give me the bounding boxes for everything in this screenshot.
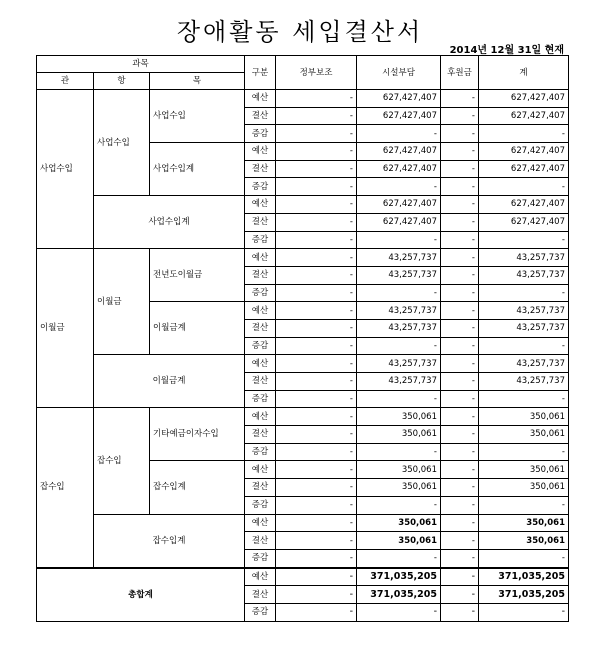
sponsor-cell: - bbox=[441, 479, 479, 497]
facility-cell: - bbox=[357, 125, 441, 143]
facility-cell: 43,257,737 bbox=[357, 355, 441, 373]
mok-cell: 이월금계 bbox=[150, 302, 245, 355]
gov-cell: - bbox=[276, 160, 357, 178]
sponsor-cell: - bbox=[441, 443, 479, 461]
facility-cell: 350,061 bbox=[357, 479, 441, 497]
facility-cell: 43,257,737 bbox=[357, 249, 441, 267]
sponsor-cell: - bbox=[441, 143, 479, 161]
total-cell: 627,427,407 bbox=[479, 213, 569, 231]
total-cell: 43,257,737 bbox=[479, 355, 569, 373]
facility-cell: 627,427,407 bbox=[357, 143, 441, 161]
total-cell: - bbox=[479, 603, 569, 621]
div-cell: 예산 bbox=[245, 249, 276, 267]
facility-cell: 371,035,205 bbox=[357, 586, 441, 604]
header-sponsor: 후원금 bbox=[441, 56, 479, 90]
div-cell: 증감 bbox=[245, 284, 276, 302]
sponsor-cell: - bbox=[441, 390, 479, 408]
header-gwan: 관 bbox=[37, 73, 94, 90]
div-cell: 예산 bbox=[245, 143, 276, 161]
div-cell: 증감 bbox=[245, 443, 276, 461]
gov-cell: - bbox=[276, 302, 357, 320]
div-cell: 예산 bbox=[245, 355, 276, 373]
div-cell: 증감 bbox=[245, 603, 276, 621]
gov-cell: - bbox=[276, 373, 357, 391]
facility-cell: 43,257,737 bbox=[357, 319, 441, 337]
gov-cell: - bbox=[276, 568, 357, 586]
subtotal-cell: 사업수입계 bbox=[94, 196, 245, 249]
facility-cell: 350,061 bbox=[357, 532, 441, 550]
subtotal-cell: 잡수입계 bbox=[94, 514, 245, 568]
gov-cell: - bbox=[276, 213, 357, 231]
gov-cell: - bbox=[276, 586, 357, 604]
sponsor-cell: - bbox=[441, 514, 479, 532]
div-cell: 결산 bbox=[245, 160, 276, 178]
sponsor-cell: - bbox=[441, 196, 479, 214]
sponsor-cell: - bbox=[441, 231, 479, 249]
gov-cell: - bbox=[276, 479, 357, 497]
gov-cell: - bbox=[276, 319, 357, 337]
total-cell: 350,061 bbox=[479, 408, 569, 426]
gwan-cell: 이월금 bbox=[37, 249, 94, 408]
facility-cell: 350,061 bbox=[357, 461, 441, 479]
total-cell: 627,427,407 bbox=[479, 107, 569, 125]
hang-cell: 잡수입 bbox=[94, 408, 150, 514]
header-gov: 정부보조 bbox=[276, 56, 357, 90]
mok-cell: 사업수입계 bbox=[150, 143, 245, 196]
total-cell: 350,061 bbox=[479, 479, 569, 497]
sponsor-cell: - bbox=[441, 107, 479, 125]
facility-cell: - bbox=[357, 603, 441, 621]
sponsor-cell: - bbox=[441, 568, 479, 586]
facility-cell: 43,257,737 bbox=[357, 373, 441, 391]
facility-cell: - bbox=[357, 390, 441, 408]
div-cell: 결산 bbox=[245, 586, 276, 604]
total-cell: 43,257,737 bbox=[479, 249, 569, 267]
div-cell: 결산 bbox=[245, 213, 276, 231]
total-cell: 627,427,407 bbox=[479, 160, 569, 178]
total-cell: - bbox=[479, 125, 569, 143]
div-cell: 예산 bbox=[245, 568, 276, 586]
facility-cell: - bbox=[357, 231, 441, 249]
total-cell: 43,257,737 bbox=[479, 373, 569, 391]
div-cell: 결산 bbox=[245, 107, 276, 125]
div-cell: 증감 bbox=[245, 231, 276, 249]
table-row bbox=[37, 514, 569, 532]
div-cell: 증감 bbox=[245, 337, 276, 355]
gov-cell: - bbox=[276, 549, 357, 567]
sponsor-cell: - bbox=[441, 337, 479, 355]
gov-cell: - bbox=[276, 514, 357, 532]
div-cell: 예산 bbox=[245, 514, 276, 532]
mok-cell: 기타예금이자수입 bbox=[150, 408, 245, 461]
sponsor-cell: - bbox=[441, 532, 479, 550]
div-cell: 예산 bbox=[245, 302, 276, 320]
sponsor-cell: - bbox=[441, 549, 479, 567]
total-cell: 371,035,205 bbox=[479, 586, 569, 604]
div-cell: 결산 bbox=[245, 479, 276, 497]
gov-cell: - bbox=[276, 178, 357, 196]
div-cell: 결산 bbox=[245, 426, 276, 444]
total-cell: - bbox=[479, 390, 569, 408]
div-cell: 증감 bbox=[245, 496, 276, 514]
table-row bbox=[37, 249, 569, 267]
facility-cell: 371,035,205 bbox=[357, 568, 441, 586]
sponsor-cell: - bbox=[441, 213, 479, 231]
facility-cell: 350,061 bbox=[357, 514, 441, 532]
gov-cell: - bbox=[276, 461, 357, 479]
total-cell: 627,427,407 bbox=[479, 90, 569, 108]
header-hang: 항 bbox=[94, 73, 150, 90]
total-cell: 43,257,737 bbox=[479, 302, 569, 320]
hang-cell: 이월금 bbox=[94, 249, 150, 355]
facility-cell: 627,427,407 bbox=[357, 160, 441, 178]
div-cell: 예산 bbox=[245, 461, 276, 479]
div-cell: 결산 bbox=[245, 319, 276, 337]
gov-cell: - bbox=[276, 603, 357, 621]
facility-cell: - bbox=[357, 496, 441, 514]
total-cell: 43,257,737 bbox=[479, 319, 569, 337]
div-cell: 증감 bbox=[245, 390, 276, 408]
sponsor-cell: - bbox=[441, 586, 479, 604]
gov-cell: - bbox=[276, 249, 357, 267]
header-category: 과목 bbox=[37, 56, 245, 73]
facility-cell: 350,061 bbox=[357, 426, 441, 444]
gov-cell: - bbox=[276, 355, 357, 373]
table-row bbox=[37, 568, 569, 586]
facility-cell: 627,427,407 bbox=[357, 196, 441, 214]
gov-cell: - bbox=[276, 532, 357, 550]
table-row bbox=[37, 90, 569, 108]
facility-cell: - bbox=[357, 443, 441, 461]
sponsor-cell: - bbox=[441, 160, 479, 178]
settlement-table bbox=[36, 55, 569, 622]
gov-cell: - bbox=[276, 90, 357, 108]
total-cell: 350,061 bbox=[479, 532, 569, 550]
gov-cell: - bbox=[276, 408, 357, 426]
facility-cell: - bbox=[357, 178, 441, 196]
div-cell: 결산 bbox=[245, 532, 276, 550]
div-cell: 예산 bbox=[245, 408, 276, 426]
total-cell: - bbox=[479, 231, 569, 249]
total-cell: - bbox=[479, 496, 569, 514]
sponsor-cell: - bbox=[441, 603, 479, 621]
sponsor-cell: - bbox=[441, 302, 479, 320]
div-cell: 증감 bbox=[245, 549, 276, 567]
div-cell: 결산 bbox=[245, 373, 276, 391]
total-cell: - bbox=[479, 337, 569, 355]
div-cell: 증감 bbox=[245, 178, 276, 196]
total-cell: - bbox=[479, 284, 569, 302]
gov-cell: - bbox=[276, 284, 357, 302]
gwan-cell: 사업수입 bbox=[37, 90, 94, 249]
document-title: 장애활동 세입결산서 bbox=[176, 18, 424, 46]
facility-cell: 627,427,407 bbox=[357, 213, 441, 231]
sponsor-cell: - bbox=[441, 496, 479, 514]
header-facility: 시설부담 bbox=[357, 56, 441, 90]
sponsor-cell: - bbox=[441, 284, 479, 302]
header-gubun: 구분 bbox=[245, 56, 276, 90]
report-date: 2014년 12월 31일 현재 bbox=[449, 45, 564, 56]
sponsor-cell: - bbox=[441, 373, 479, 391]
gov-cell: - bbox=[276, 496, 357, 514]
gov-cell: - bbox=[276, 107, 357, 125]
gov-cell: - bbox=[276, 266, 357, 284]
sponsor-cell: - bbox=[441, 266, 479, 284]
gov-cell: - bbox=[276, 196, 357, 214]
sponsor-cell: - bbox=[441, 408, 479, 426]
table-row bbox=[37, 408, 569, 426]
total-cell: 350,061 bbox=[479, 514, 569, 532]
sponsor-cell: - bbox=[441, 426, 479, 444]
sponsor-cell: - bbox=[441, 125, 479, 143]
mok-cell: 사업수입 bbox=[150, 90, 245, 143]
sponsor-cell: - bbox=[441, 90, 479, 108]
gwan-cell: 잡수입 bbox=[37, 408, 94, 568]
facility-cell: - bbox=[357, 549, 441, 567]
total-cell: - bbox=[479, 549, 569, 567]
gov-cell: - bbox=[276, 231, 357, 249]
facility-cell: 43,257,737 bbox=[357, 302, 441, 320]
header-row-1 bbox=[37, 56, 569, 73]
total-cell: - bbox=[479, 443, 569, 461]
gov-cell: - bbox=[276, 125, 357, 143]
total-cell: - bbox=[479, 178, 569, 196]
gov-cell: - bbox=[276, 337, 357, 355]
gov-cell: - bbox=[276, 443, 357, 461]
facility-cell: 627,427,407 bbox=[357, 107, 441, 125]
mok-cell: 전년도이월금 bbox=[150, 249, 245, 302]
total-cell: 371,035,205 bbox=[479, 568, 569, 586]
sponsor-cell: - bbox=[441, 249, 479, 267]
total-cell: 43,257,737 bbox=[479, 266, 569, 284]
total-cell: 350,061 bbox=[479, 461, 569, 479]
table-row bbox=[37, 196, 569, 214]
div-cell: 예산 bbox=[245, 90, 276, 108]
facility-cell: - bbox=[357, 284, 441, 302]
total-cell: 350,061 bbox=[479, 426, 569, 444]
sponsor-cell: - bbox=[441, 319, 479, 337]
div-cell: 예산 bbox=[245, 196, 276, 214]
sponsor-cell: - bbox=[441, 178, 479, 196]
sponsor-cell: - bbox=[441, 461, 479, 479]
grand-total-cell: 총합계 bbox=[37, 568, 245, 622]
hang-cell: 사업수입 bbox=[94, 90, 150, 196]
total-cell: 627,427,407 bbox=[479, 143, 569, 161]
total-cell: 627,427,407 bbox=[479, 196, 569, 214]
gov-cell: - bbox=[276, 426, 357, 444]
mok-cell: 잡수입계 bbox=[150, 461, 245, 514]
facility-cell: 43,257,737 bbox=[357, 266, 441, 284]
header-mok: 목 bbox=[150, 73, 245, 90]
table-row bbox=[37, 355, 569, 373]
subtotal-cell: 이월금계 bbox=[94, 355, 245, 408]
facility-cell: 350,061 bbox=[357, 408, 441, 426]
facility-cell: 627,427,407 bbox=[357, 90, 441, 108]
sponsor-cell: - bbox=[441, 355, 479, 373]
gov-cell: - bbox=[276, 143, 357, 161]
facility-cell: - bbox=[357, 337, 441, 355]
div-cell: 증감 bbox=[245, 125, 276, 143]
gov-cell: - bbox=[276, 390, 357, 408]
div-cell: 결산 bbox=[245, 266, 276, 284]
header-total: 계 bbox=[479, 56, 569, 90]
